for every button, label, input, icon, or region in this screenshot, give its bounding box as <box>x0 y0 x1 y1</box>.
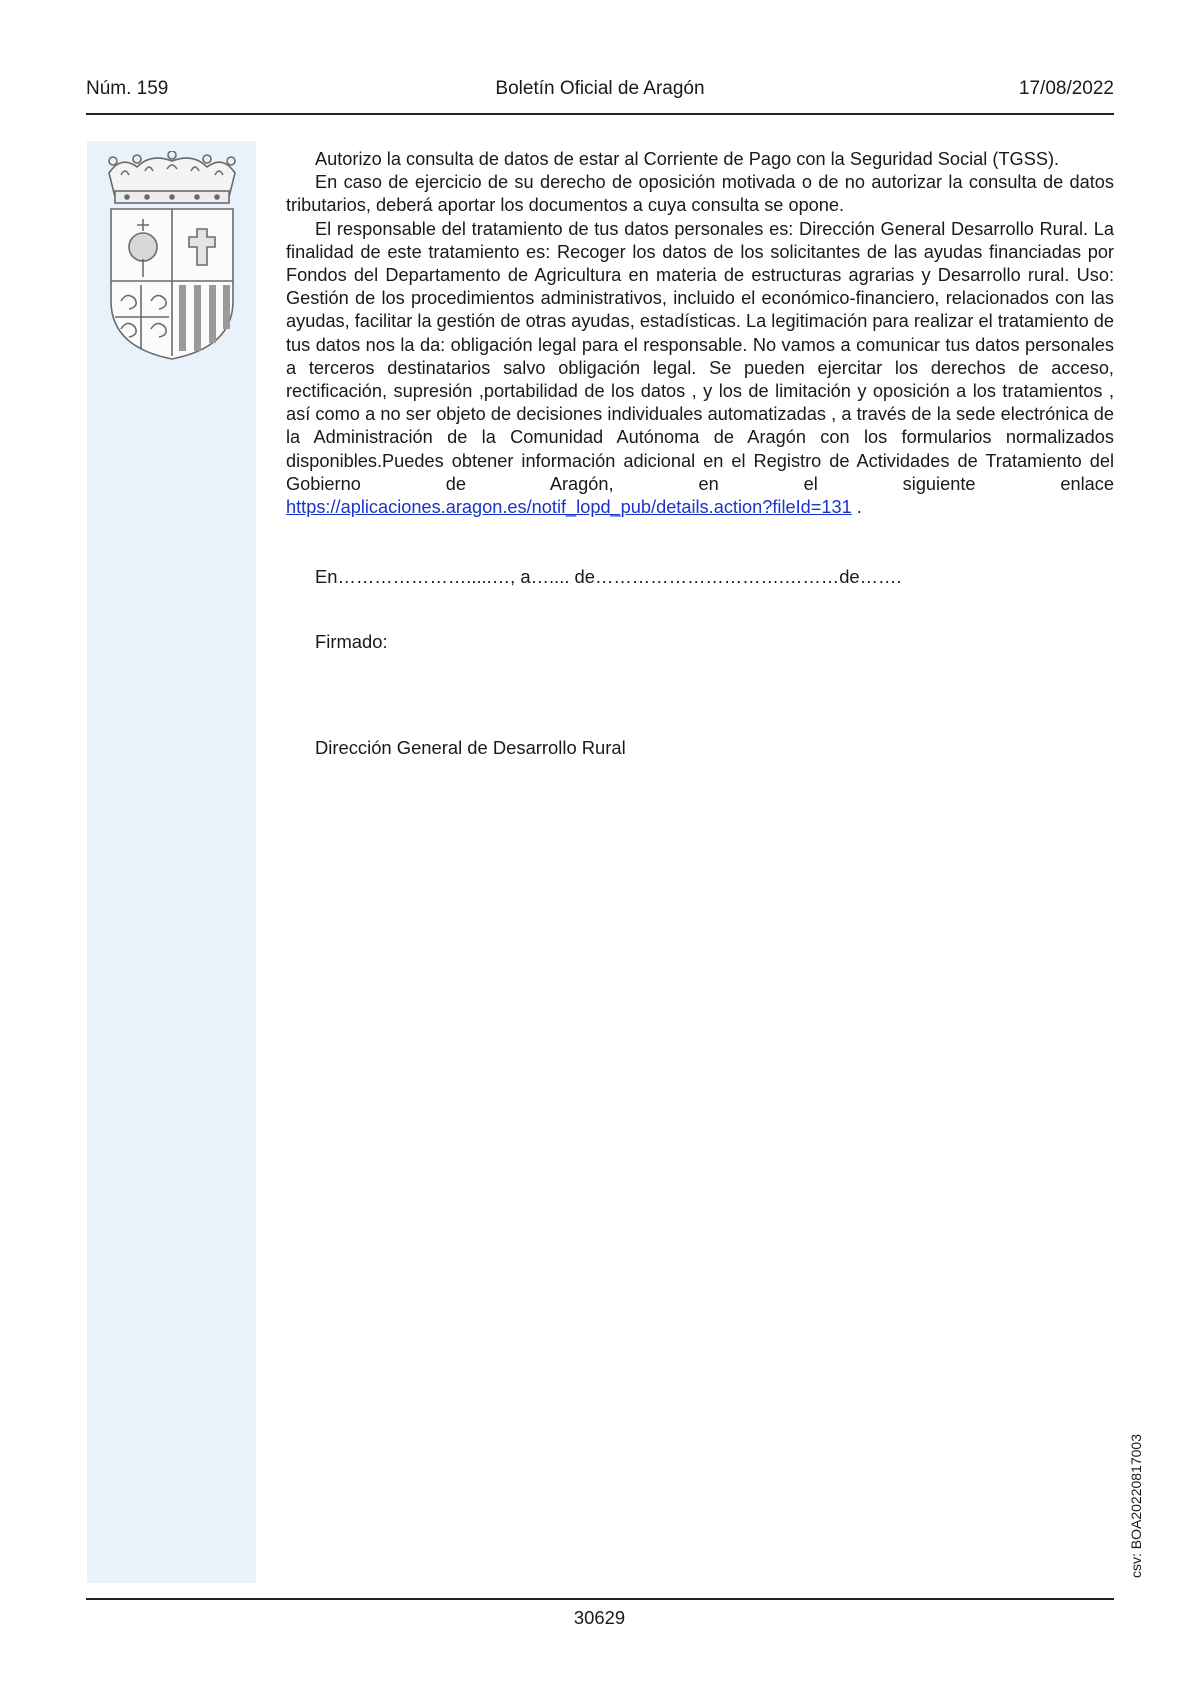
page-number: 30629 <box>573 1607 626 1628</box>
opposition-paragraph: En caso de ejercicio de su derecho de oposición motivada o de no autorizar la consulta de datos tributarios, deberá aportar los documentos a cuya consulta se opone. <box>286 172 1114 216</box>
header-rule <box>86 113 1114 115</box>
signed-label: Firmado: <box>315 631 388 652</box>
paragraph-end: . <box>851 497 862 518</box>
data-protection-text: El responsable del tratamiento de tus datos personales es: Dirección General Desarrollo Rural. La finalidad de este tratamiento es: Recoger los datos de los solicitantes de las ayudas financiadas por Fondos del Departamento de Agricultura en materia de estructuras agrarias y Desarrollo rural. Uso: Gestión de los procedimientos administrativos, incluido el económico-financiero, relacionados con las ayudas, facilitar la gestión de otras ayudas, estadísticas. La legitimación para realizar el tratamiento de tus datos nos la da: obligación legal para el responsable. No vamos a comunicar tus datos personales a terceros destinatarios salvo obligación legal. Se pueden ejercitar los derechos de acceso, rectificación, supresión ,portabilidad de los datos , y los de limitación y oposición a los tratamientos , así como a no ser objeto de decisiones individuales automatizadas , a través de la sede electrónica de la Administración de la Comunidad Autónoma de Aragón con los formularios normalizados disponibles.Puedes obtener información adicional en el Registro de Actividades de Tratamiento del Gobierno de Aragón, en el siguiente enlace <box>286 218 1114 494</box>
place-date-line: En………………….....…, a….... de………………………….………de……. <box>315 566 902 587</box>
lopd-link[interactable]: https://aplicaciones.aragon.es/notif_lopd_pub/details.action?fileId=131 <box>286 497 852 518</box>
document-body <box>286 148 1114 519</box>
footer-rule <box>86 1598 1114 1600</box>
issuing-authority: Dirección General de Desarrollo Rural <box>315 737 626 758</box>
aragon-coat-of-arms-icon <box>101 151 243 363</box>
tgss-consent-paragraph: Autorizo la consulta de datos de estar al Corriente de Pago con la Seguridad Social (TGSS). <box>315 149 1060 169</box>
page-header <box>86 78 1114 106</box>
data-protection-paragraph <box>286 218 1114 520</box>
bulletin-title: Boletín Oficial de Aragón <box>495 78 705 99</box>
csv-code: csv: BOA20220817003 <box>1128 1434 1144 1578</box>
publication-date: 17/08/2022 <box>1018 78 1114 99</box>
issue-number: Núm. 159 <box>86 78 169 99</box>
